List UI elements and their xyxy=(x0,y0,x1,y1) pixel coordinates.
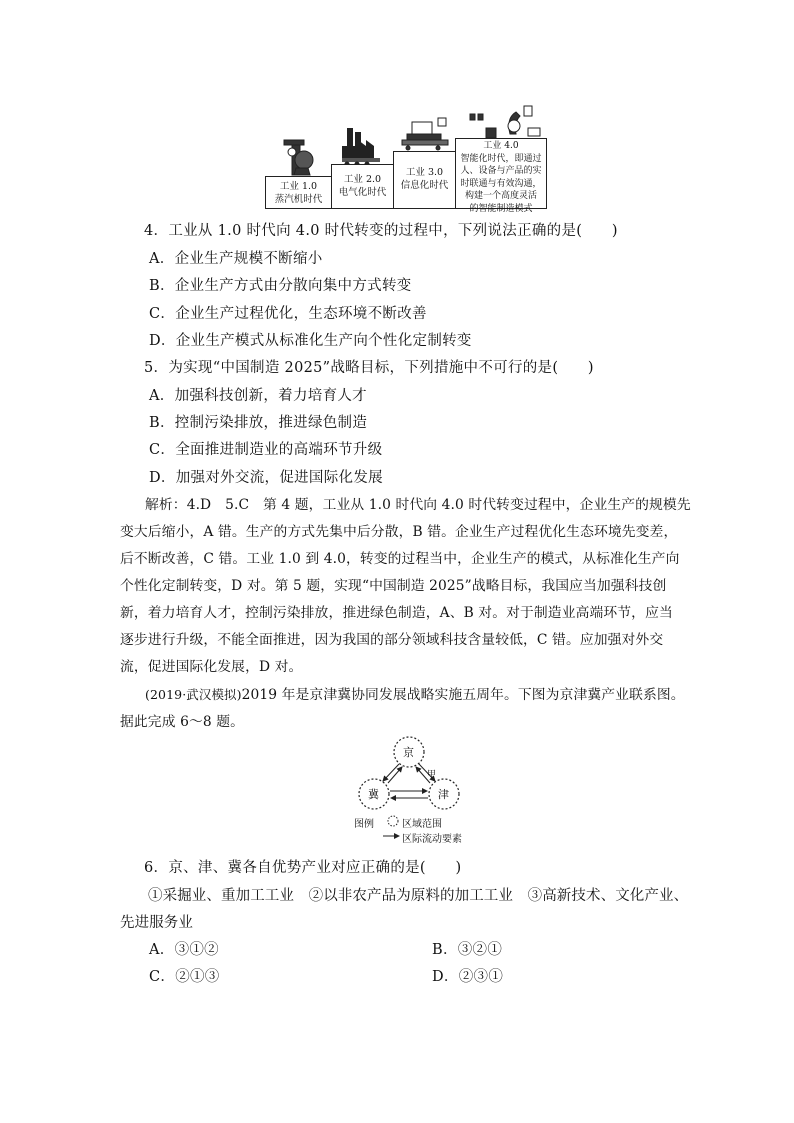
question-5-option-c: C．全面推进制造业的高端环节升级 xyxy=(149,442,383,458)
intro-line-2: 据此完成 6～8 题。 xyxy=(120,714,245,730)
question-4-option-d: D．企业生产模式从标准化生产向个性化定制转变 xyxy=(149,333,472,349)
analysis-line-7: 流，促进国际化发展，D 对。 xyxy=(120,659,303,675)
step-4-line-4: 构建一个高度灵活 xyxy=(464,191,537,201)
question-6-option-c: C．②①③ xyxy=(149,969,220,985)
analysis-line-2: 变大后缩小，A 错。生产的方式先集中后分散，B 错。企业生产过程优化生态环境先变差， xyxy=(120,524,678,540)
question-5-option-a: A．加强科技创新，着力培育人才 xyxy=(149,388,367,404)
industry-staircase-figure xyxy=(262,100,552,214)
question-4-stem: 4．工业从 1.0 时代向 4.0 时代转变的过程中，下列说法正确的是( ) xyxy=(144,223,618,239)
step-4-line-2: 人、设备与产品的实 xyxy=(460,166,542,176)
steam-engine-icon xyxy=(284,140,313,175)
question-4-option-a: A．企业生产规模不断缩小 xyxy=(149,251,323,267)
step-1-title: 工业 1.0 xyxy=(279,181,318,192)
step-4-line-3: 时联通与有效沟通， xyxy=(460,178,542,189)
step-2-subtitle: 电气化时代 xyxy=(338,187,387,198)
step-1-subtitle: 蒸汽机时代 xyxy=(274,194,323,205)
legend-region-label: 区域范围 xyxy=(402,819,442,830)
node-jing-label: 京 xyxy=(403,746,414,759)
question-4-option-c: C．企业生产过程优化，生态环境不断改善 xyxy=(149,306,427,322)
arrow-ji-to-jing xyxy=(388,767,402,783)
step-3-subtitle: 信息化时代 xyxy=(400,180,449,191)
legend-flow-label: 区际流动要素 xyxy=(402,834,462,845)
question-6-stem: 6．京、津、冀各自优势产业对应正确的是( ) xyxy=(144,860,462,876)
intro-source: (2019·武汉模拟) xyxy=(145,687,242,702)
step-2-title: 工业 2.0 xyxy=(343,174,382,185)
question-6-option-b: B．③②① xyxy=(432,942,503,958)
question-5-option-b: B．控制污染排放，推进绿色制造 xyxy=(149,415,368,431)
step-4-title: 工业 4.0 xyxy=(483,141,519,151)
factory-icon xyxy=(342,128,380,167)
question-5-stem: 5．为实现“中国制造 2025”战略目标，下列措施中不可行的是( ) xyxy=(144,360,594,376)
jingjinji-diagram xyxy=(350,735,480,847)
analysis-line-3: 后不断改善，C 错。工业 1.0 到 4.0，转变的过程当中，企业生产的模式，从标准化生产向 xyxy=(120,551,680,567)
step-industry-2 xyxy=(331,164,394,209)
step-3-title: 工业 3.0 xyxy=(405,167,444,178)
intro-text: 2019 年是京津冀协同发展战略实施五周年。下图为京津冀产业联系图。 xyxy=(241,687,685,703)
analysis-line-5: 新，着力培育人才，控制污染排放，推进绿色制造，A、B 对。对于制造业高端环节，应当 xyxy=(120,605,673,621)
intro-line-1 xyxy=(145,683,685,703)
legend-title: 图例 xyxy=(354,819,374,830)
node-ji-label: 冀 xyxy=(368,788,379,801)
arrow-label-jia: 甲 xyxy=(427,770,437,780)
legend-region-symbol xyxy=(388,816,398,826)
question-4-option-b: B．企业生产方式由分散向集中方式转变 xyxy=(149,278,412,294)
question-5-option-d: D．加强对外交流，促进国际化发展 xyxy=(149,470,383,486)
automation-line-icon xyxy=(402,118,448,150)
analysis-line-1: 解析：4.D 5.C 第 4 题，工业从 1.0 时代向 4.0 时代转变过程中，企业生产的规模先 xyxy=(145,497,691,513)
analysis-line-6: 逐步进行升级，不能全面推进，因为我国的部分领域科技含量较低，C 错。应加强对外交 xyxy=(120,632,664,648)
step-4-line-5: 的智能制造模式 xyxy=(469,203,533,214)
analysis-line-4: 个性化定制转变，D 对。第 5 题，实现“中国制造 2025”战略目标，我国应当加强科技创 xyxy=(120,578,667,594)
question-6-items-line-2: 先进服务业 xyxy=(120,915,193,931)
step-4-line-1: 智能化时代，即通过 xyxy=(460,153,542,164)
node-jin-label: 津 xyxy=(438,788,449,801)
robot-arm-icon xyxy=(470,106,540,138)
step-industry-1 xyxy=(265,176,332,209)
question-6-option-d: D．②③① xyxy=(432,969,504,985)
question-6-items-line-1: ①采掘业、重加工工业 ②以非农产品为原料的加工工业 ③高新技术、文化产业、 xyxy=(148,888,689,904)
step-industry-4 xyxy=(455,138,547,214)
step-industry-3 xyxy=(393,151,456,209)
question-6-option-a: A．③①② xyxy=(149,942,219,958)
